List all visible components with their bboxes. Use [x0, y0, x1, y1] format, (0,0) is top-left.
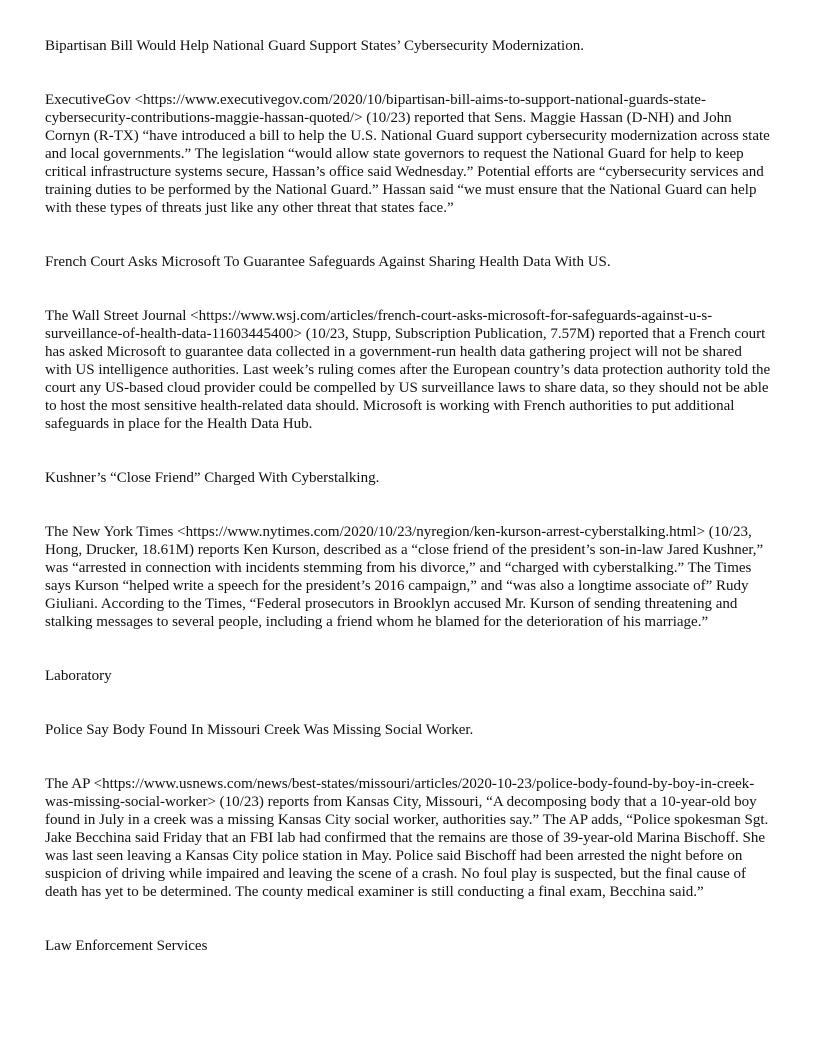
headline-french-court: French Court Asks Microsoft To Guarantee Safeguards Against Sharing Health Data With US.: [45, 254, 611, 270]
document-page: [45, 37, 771, 991]
headline-missouri-creek: Police Say Body Found In Missouri Creek Was Missing Social Worker.: [45, 722, 474, 738]
section-law-enforcement: Law Enforcement Services: [45, 938, 208, 954]
headline-national-guard: Bipartisan Bill Would Help National Guard Support States’ Cybersecurity Modernization.: [45, 38, 584, 54]
article-kushner-friend: The New York Times <https://www.nytimes.com/2020/10/23/nyregion/ken-kurson-arrest-cyberstalking.html> (10/23, Hong, Drucker, 18.61M) reports Ken Kurson, described as a “close friend of the president’s son-in-law Jared Kushner,” was “arrested in connection with incidents stemming from his divorce,” and “charged with cyberstalking.” The Times says Kurson “helped write a speech for the president’s 2016 campaign,” and “was also a longtime associate of” Rudy Giuliani. According to the Times, “Federal prosecutors in Brooklyn accused Mr. Kurson of sending threatening and stalking messages to several people, including a friend whom he blamed for the deterioration of his marriage.”: [45, 524, 764, 630]
article-french-court: The Wall Street Journal <https://www.wsj.com/articles/french-court-asks-microsoft-for-safeguards-against-u-s-surveillance-of-health-data-11603445400> (10/23, Stupp, Subscription Publication, 7.57M) reported that a French court has asked Microsoft to guarantee data collected in a government-run health data gathering project will not be shared with US intelligence authorities. Last week’s ruling comes after the European country’s data protection authority told the court any US-based cloud provider could be compelled by US surveillance laws to share data, so they should not be able to host the most sensitive health-related data should. Microsoft is working with French authorities to put additional safeguards in place for the Health Data Hub.: [45, 308, 771, 432]
section-laboratory: Laboratory: [45, 668, 112, 684]
article-national-guard: ExecutiveGov <https://www.executivegov.com/2020/10/bipartisan-bill-aims-to-support-national-guards-state-cybersecurity-contributions-maggie-hassan-quoted/> (10/23) reported that Sens. Maggie Hassan (D-NH) and John Cornyn (R-TX) “have introduced a bill to help the U.S. National Guard support cybersecurity modernization across state and local governments.” The legislation “would allow state governors to request the National Guard for help to keep critical infrastructure systems secure, Hassan’s office said Wednesday.” Potential efforts are “cybersecurity services and training duties to be performed by the National Guard.” Hassan said “we must ensure that the National Guard can help with these types of threats just like any other threat that states face.”: [45, 92, 770, 216]
article-missouri-creek: The AP <https://www.usnews.com/news/best-states/missouri/articles/2020-10-23/police-body-found-by-boy-in-creek-was-missing-social-worker> (10/23) reports from Kansas City, Missouri, “A decomposing body that a 10-year-old boy found in July in a creek was a missing Kansas City social worker, authorities say.” The AP adds, “Police spokesman Sgt. Jake Becchina said Friday that an FBI lab had confirmed that the remains are those of 39-year-old Marina Bischoff. She was last seen leaving a Kansas City police station in May. Police said Bischoff had been arrested the night before on suspicion of driving while impaired and leaving the scene of a crash. No foul play is suspected, but the final cause of death has yet to be determined. The county medical examiner is still conducting a final exam, Becchina said.”: [45, 776, 769, 900]
headline-kushner-friend: Kushner’s “Close Friend” Charged With Cyberstalking.: [45, 470, 380, 486]
